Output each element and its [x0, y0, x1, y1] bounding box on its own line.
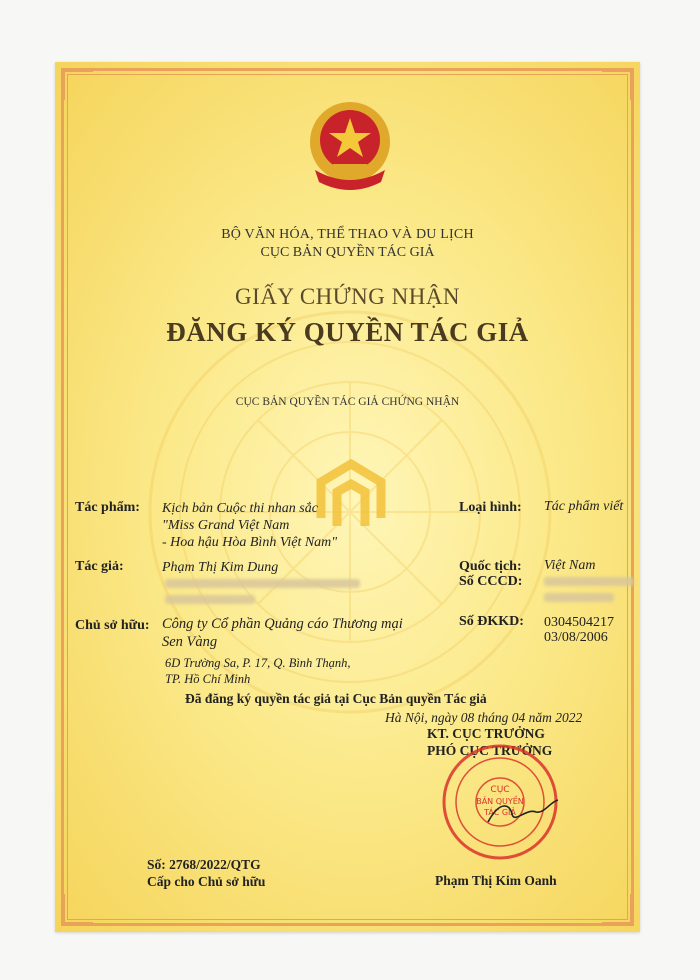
official-seal-icon — [440, 742, 560, 862]
company-logo-watermark-icon — [303, 448, 399, 544]
svg-text:BẢN QUYỀN: BẢN QUYỀN — [476, 797, 524, 806]
svg-text:CỤC: CỤC — [490, 785, 510, 795]
redacted-id-date — [544, 593, 614, 602]
certificate-sheet — [55, 62, 640, 932]
department-name: CỤC BẢN QUYỀN TÁC GIẢ — [260, 245, 435, 260]
national-emblem-icon — [295, 92, 405, 202]
signatory-name: Phạm Thị Kim Oanh — [435, 873, 557, 888]
place-and-date: Hà Nội, ngày 08 tháng 04 năm 2022 — [385, 710, 583, 725]
redacted-address — [165, 579, 360, 588]
ministry-name: BỘ VĂN HÓA, THỂ THAO VÀ DU LỊCH — [221, 227, 474, 242]
type-label: Loại hình: — [459, 500, 522, 515]
work-title-line1: Kịch bản Cuộc thi nhan sắc — [162, 501, 318, 516]
certification-statement: CỤC BẢN QUYỀN TÁC GIẢ CHỨNG NHẬN — [235, 396, 460, 408]
redacted-id-number — [544, 577, 634, 586]
nationality-value: Việt Nam — [544, 558, 596, 573]
business-reg-date: 03/08/2006 — [544, 630, 608, 645]
owner-name-line1: Công ty Cổ phần Quảng cáo Thương mại — [162, 616, 403, 632]
business-reg-label: Số ĐKKD: — [459, 614, 524, 629]
svg-text:TÁC GIẢ: TÁC GIẢ — [484, 808, 516, 817]
signatory-title-2: PHÓ CỤC TRƯỞNG — [427, 743, 553, 758]
work-label: Tác phẩm: — [75, 500, 140, 515]
id-card-label: Số CCCD: — [459, 574, 523, 589]
nationality-label: Quốc tịch: — [459, 559, 522, 574]
author-name: Phạm Thị Kim Dung — [162, 560, 279, 575]
owner-address-line2: TP. Hồ Chí Minh — [165, 672, 251, 686]
type-value: Tác phẩm viết — [544, 499, 624, 514]
redacted-address — [165, 595, 255, 604]
work-title-line3: - Hoa hậu Hòa Bình Việt Nam" — [162, 535, 338, 550]
owner-name-line2: Sen Vàng — [162, 634, 218, 650]
owner-label: Chủ sở hữu: — [75, 618, 150, 633]
registration-note: Đã đăng ký quyền tác giả tại Cục Bản quyền Tác giả — [185, 691, 487, 706]
work-title-line2: "Miss Grand Việt Nam — [162, 518, 290, 533]
certificate-subtitle: ĐĂNG KÝ QUYỀN TÁC GIẢ — [166, 317, 529, 347]
certificate-number: Số: 2768/2022/QTG — [147, 857, 261, 872]
owner-address-line1: 6D Trường Sa, P. 17, Q. Bình Thạnh, — [165, 656, 351, 670]
business-reg-number: 0304504217 — [544, 615, 614, 630]
certificate-title: GIẤY CHỨNG NHẬN — [234, 284, 461, 309]
signatory-title-1: KT. CỤC TRƯỞNG — [427, 726, 545, 741]
author-label: Tác giả: — [75, 559, 124, 574]
issued-to: Cấp cho Chủ sở hữu — [147, 874, 266, 889]
